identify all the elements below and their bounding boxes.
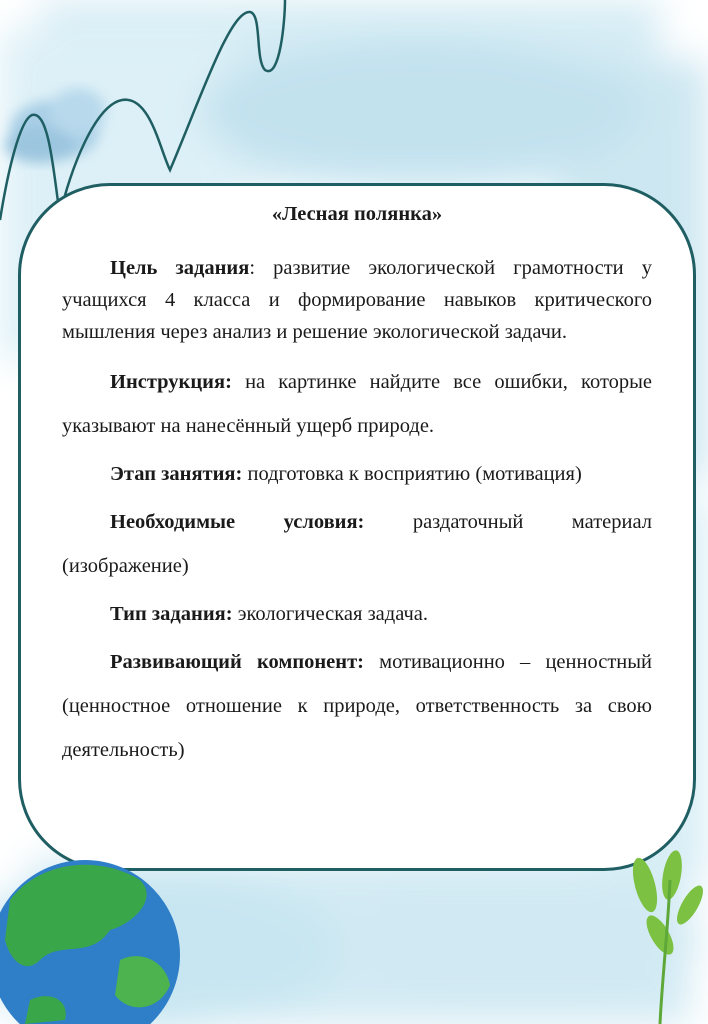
goal-text: : развитие экологической грамотности у учащихся 4 класса и формирование навыков критического мышления через анализ и решение экологической задачи. xyxy=(62,257,652,343)
document-content xyxy=(62,198,652,776)
task-type-paragraph xyxy=(62,592,652,636)
task-type-label: Тип задания: xyxy=(110,603,233,625)
component-paragraph xyxy=(62,640,652,772)
goal-label: Цель задания xyxy=(110,257,250,279)
conditions-text: раздаточный материал (изображение) xyxy=(62,511,652,577)
component-text: мотивационно – ценностный (ценностное отношение к природе, ответственность за свою деятельность) xyxy=(62,651,652,761)
instruction-paragraph xyxy=(62,360,652,448)
goal-paragraph xyxy=(62,252,652,348)
conditions-label: Необходимые условия: xyxy=(110,511,365,533)
instruction-label: Инструкция: xyxy=(110,371,232,393)
stage-label: Этап занятия: xyxy=(110,463,243,485)
stage-text: подготовка к восприятию (мотивация) xyxy=(242,463,582,485)
component-label: Развивающий компонент: xyxy=(110,651,364,673)
instruction-text: на картинке найдите все ошибки, которые указывают на нанесённый ущерб природе. xyxy=(62,371,652,437)
task-type-text: экологическая задача. xyxy=(232,603,429,625)
page-title: «Лесная полянка» xyxy=(271,203,443,225)
conditions-paragraph xyxy=(62,500,652,588)
stage-paragraph xyxy=(62,452,652,496)
